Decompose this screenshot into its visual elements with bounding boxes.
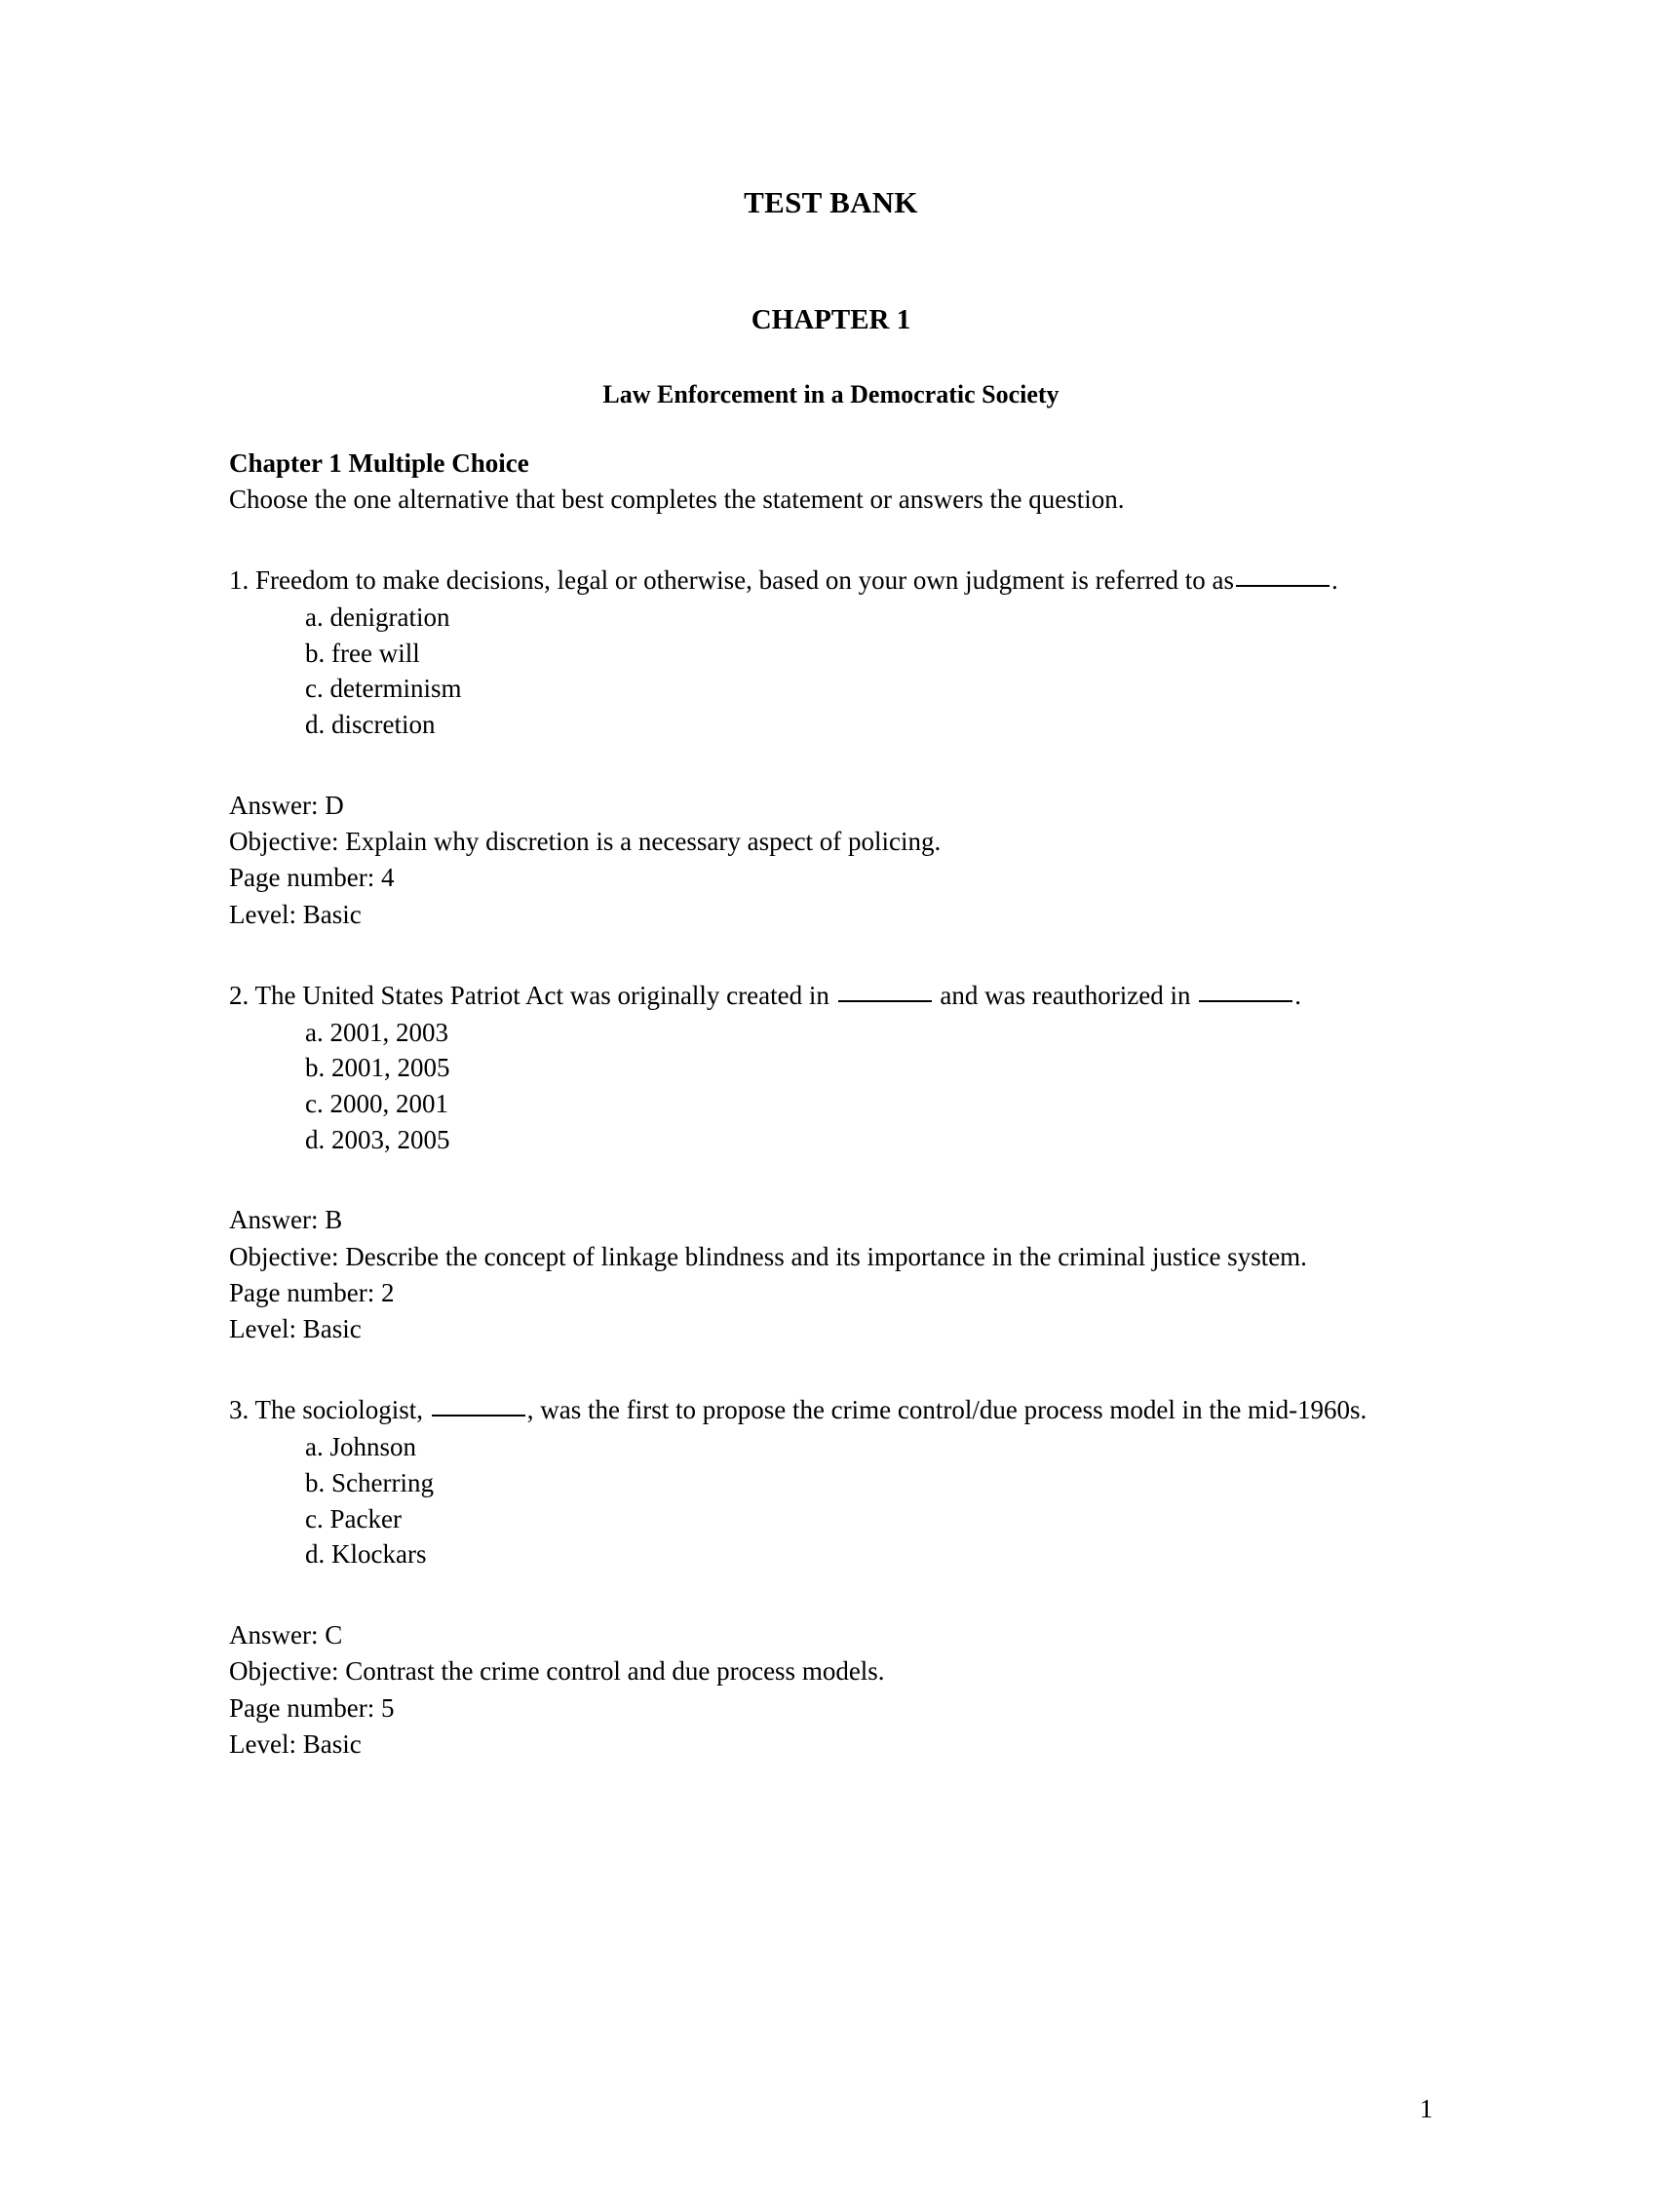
question-block xyxy=(229,1392,1433,1763)
question-stem-middle: and was reauthorized in xyxy=(940,980,1191,1010)
question-stem-tail: . xyxy=(1294,980,1302,1010)
option-list xyxy=(229,1429,1433,1572)
spacer xyxy=(229,743,1433,788)
level-line: Level: Basic xyxy=(229,899,362,929)
spacer xyxy=(229,410,1433,446)
page-number-line: Page number: 4 xyxy=(229,863,395,893)
spacer xyxy=(229,933,1433,978)
option-item[interactable]: c. Packer xyxy=(305,1503,402,1533)
document-title: TEST BANK xyxy=(744,185,918,219)
question-stem-text: 3. The sociologist, xyxy=(229,1395,423,1425)
option-item[interactable]: c. determinism xyxy=(305,674,462,704)
page-number-line: Page number: 2 xyxy=(229,1277,395,1307)
question-stem xyxy=(229,563,1433,600)
question-block xyxy=(229,563,1433,933)
option-item[interactable]: b. free will xyxy=(305,638,420,668)
answer-line: Answer: B xyxy=(229,1205,343,1235)
blank-line xyxy=(838,1000,932,1002)
footer-page-number: 1 xyxy=(1419,2094,1433,2123)
option-item[interactable]: a. 2001, 2003 xyxy=(305,1017,448,1047)
answer-line: Answer: D xyxy=(229,790,344,820)
spacer xyxy=(229,336,1433,379)
question-stem xyxy=(229,978,1433,1015)
option-item[interactable]: d. 2003, 2005 xyxy=(305,1124,450,1154)
spacer xyxy=(229,1157,1433,1202)
answer-line: Answer: C xyxy=(229,1620,343,1650)
option-item[interactable]: b. 2001, 2005 xyxy=(305,1053,450,1083)
level-line: Level: Basic xyxy=(229,1314,362,1344)
question-stem-tail: . xyxy=(1330,565,1338,596)
option-list xyxy=(229,1015,1433,1158)
option-item[interactable]: d. Klockars xyxy=(305,1539,427,1570)
chapter-heading: CHAPTER 1 xyxy=(751,303,911,335)
spacer xyxy=(229,1347,1433,1392)
objective-line: Objective: Explain why discretion is a necessary aspect of policing. xyxy=(229,827,942,857)
section-heading: Chapter 1 Multiple Choice xyxy=(229,447,529,478)
level-line: Level: Basic xyxy=(229,1728,362,1759)
section-instruction: Choose the one alternative that best completes the statement or answers the question. xyxy=(229,484,1125,514)
option-item[interactable]: b. Scherring xyxy=(305,1467,434,1497)
spacer xyxy=(229,518,1433,563)
question-stem-text: 1. Freedom to make decisions, legal or otherwise, based on your own judgment is referred to as xyxy=(229,565,1234,596)
objective-line: Objective: Contrast the crime control and due process models. xyxy=(229,1656,885,1687)
option-list xyxy=(229,600,1433,743)
option-item[interactable]: a. Johnson xyxy=(305,1432,416,1462)
chapter-subtitle: Law Enforcement in a Democratic Society xyxy=(602,380,1060,409)
blank-line xyxy=(1199,1000,1292,1002)
page-number-line: Page number: 5 xyxy=(229,1692,395,1723)
option-item[interactable]: a. denigration xyxy=(305,602,450,632)
option-item[interactable]: d. discretion xyxy=(305,710,436,740)
blank-line xyxy=(1236,585,1329,587)
blank-line xyxy=(432,1415,525,1416)
question-stem xyxy=(229,1392,1433,1429)
question-stem-text: 2. The United States Patriot Act was originally created in xyxy=(229,980,829,1010)
spacer xyxy=(229,220,1433,303)
objective-line: Objective: Describe the concept of linkage blindness and its importance in the criminal justice system. xyxy=(229,1241,1307,1271)
question-block xyxy=(229,978,1433,1348)
spacer xyxy=(229,1572,1433,1617)
option-item[interactable]: c. 2000, 2001 xyxy=(305,1089,448,1119)
question-stem-tail: , was the first to propose the crime control/due process model in the mid-1960s. xyxy=(526,1395,1368,1425)
